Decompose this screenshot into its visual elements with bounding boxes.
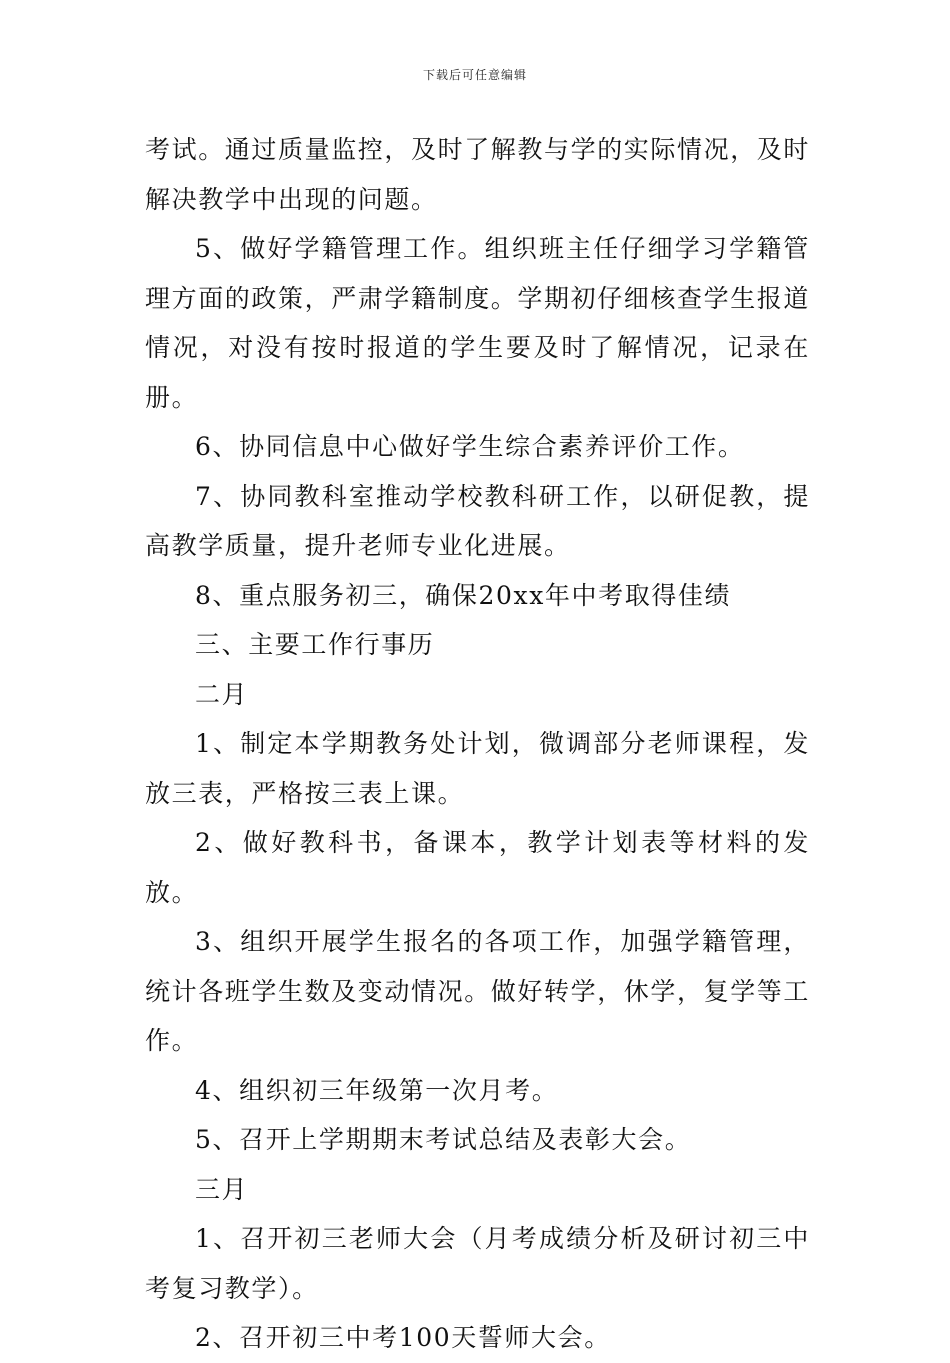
- paragraph: 4、组织初三年级第一次月考。: [195, 1075, 559, 1105]
- paragraph: 2、召开初三中考100天誓师大会。: [195, 1323, 611, 1352]
- paragraph: 8、重点服务初三，确保20xx年中考取得佳绩: [195, 580, 732, 610]
- paragraph: 3、组织开展学生报名的各项工作，加强学籍管理，统计各班学生数及变动情况。做好转学，休学，复学等工作。: [145, 927, 811, 1055]
- section-heading: 三、主要工作行事历: [195, 630, 435, 659]
- paragraph: 7、协同教科室推动学校教科研工作，以研促教，提高教学质量，提升老师专业化进展。: [145, 481, 810, 560]
- document-body: [145, 125, 810, 1363]
- paragraph: 5、召开上学期期末考试总结及表彰大会。: [195, 1125, 692, 1154]
- page-header: 下载后可任意编辑: [422, 68, 527, 82]
- paragraph: 1、制定本学期教务处计划，微调部分老师课程，发放三表，严格按三表上课。: [145, 729, 810, 808]
- month-heading: 三月: [195, 1174, 249, 1204]
- paragraph: 考试。通过质量监控，及时了解教与学的实际情况，及时解决教学中出现的问题。: [145, 135, 811, 214]
- paragraph: 5、做好学籍管理工作。组织班主任仔细学习学籍管理方面的政策，严肃学籍制度。学期初仔细核查学生报道情况，对没有按时报道的学生要及时了解情况，记录在册。: [145, 234, 811, 412]
- paragraph: 6、协同信息中心做好学生综合素养评价工作。: [195, 432, 745, 461]
- month-heading: 二月: [195, 679, 249, 709]
- paragraph: 2、做好教科书，备课本，教学计划表等材料的发放。: [145, 828, 810, 907]
- paragraph: 1、召开初三老师大会（月考成绩分析及研讨初三中考复习教学）。: [145, 1224, 810, 1303]
